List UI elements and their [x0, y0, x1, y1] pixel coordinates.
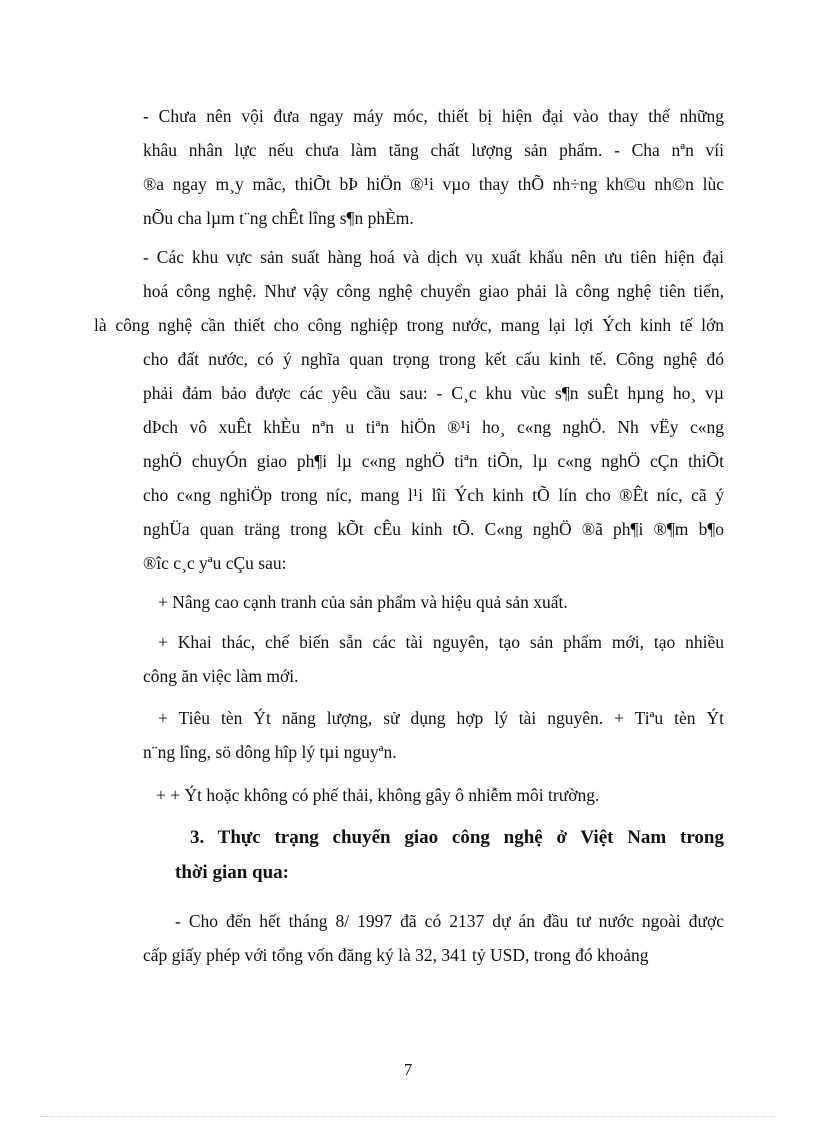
text-line: dÞch vô xuÊt khÈu nªn u tiªn hiÖn ®¹i ho¸ c«ng nghÖ. Nh vËy c«ng [143, 417, 724, 437]
text-line: - Cho đến hết tháng 8/ 1997 đã có 2137 dự án đầu tư nước ngoài được [175, 911, 724, 931]
text-line: ®a ngay m¸y mãc, thiÕt bÞ hiÖn ®¹i vµo thay thÕ nh÷ng kh©u nh©n lùc [143, 174, 724, 194]
text-line: nÕu cha lµm t¨ng chÊt lîng s¶n phÈm. [143, 208, 414, 228]
page-number: 7 [403, 1060, 413, 1079]
bullet-line: + Khai thác, chế biến sẵn các tài nguyên, tạo sản phẩm mới, tạo nhiều [158, 632, 724, 652]
text-line: cho c«ng nghiÖp trong níc, mang l¹i lîi Ých kinh tÕ lín cho ®Êt níc, cã ý [143, 485, 724, 505]
text-line: là công nghệ cần thiết cho công nghiệp trong nước, mang lại lợi Ých kinh tế lớn [94, 315, 724, 335]
text-line: n¨ng lîng, sö dông hîp lý tµi nguyªn. [143, 742, 397, 762]
text-line: cấp giấy phép với tổng vốn đăng ký là 32, 341 tỷ USD, trong đó khoảng [143, 945, 649, 965]
text-line: cho đất nước, có ý nghĩa quan trọng trong kết cấu kinh tế. Công nghệ đó [143, 349, 724, 369]
text-line: nghÖ chuyÓn giao ph¶i lµ c«ng nghÖ tiªn tiÕn, lµ c«ng nghÖ cÇn thiÕt [143, 451, 724, 471]
text-line: nghÜa quan träng trong kÕt cÊu kinh tÕ. C«ng nghÖ ®ã ph¶i ®¶m b¶o [143, 519, 724, 539]
bullet-line: + Tiêu tèn Ýt năng lượng, sử dụng hợp lý tài nguyên. + Tiªu tèn Ýt [158, 708, 724, 728]
bullet-line: + + Ýt hoặc không có phế thải, không gây ô nhiễm môi trường. [156, 785, 600, 805]
section-heading: 3. Thực trạng chuyển giao công nghệ ở Việt Nam trong [190, 827, 724, 848]
text-line: - Chưa nên vội đưa ngay máy móc, thiết bị hiện đại vào thay thế những [143, 106, 724, 126]
text-line: công ăn việc làm mới. [143, 666, 299, 686]
footer-divider [40, 1116, 776, 1117]
text-line: - Các khu vực sản suất hàng hoá và dịch vụ xuất khẩu nên ưu tiên hiện đại [143, 247, 724, 267]
section-heading: thời gian qua: [175, 862, 289, 883]
text-line: hoá công nghệ. Như vậy công nghệ chuyển giao phải là công nghệ tiên tiến, [143, 281, 724, 301]
text-line: phải đảm bảo được các yêu cầu sau: - C¸c khu vùc s¶n suÊt hµng ho¸ vµ [143, 383, 724, 403]
bullet-line: + Nâng cao cạnh tranh của sản phẩm và hiệu quả sản xuất. [158, 592, 568, 612]
text-line: khâu nhân lực nếu chưa làm tăng chất lượng sản phẩm. - Cha nªn víi [143, 140, 724, 160]
text-line: ®îc c¸c yªu cÇu sau: [143, 553, 287, 573]
